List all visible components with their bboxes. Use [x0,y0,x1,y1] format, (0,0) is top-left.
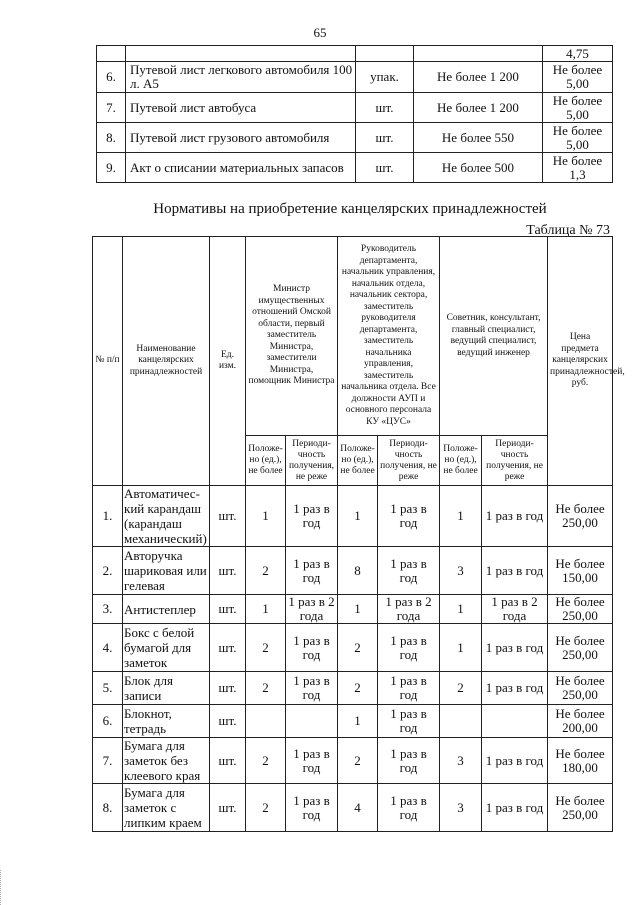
scan-edge-mark [0,870,3,905]
quantity-specialists: 3 [440,784,482,832]
price: Не более 5,00 [543,93,613,123]
item-name: Путевой лист автобуса [126,93,356,123]
table-row [93,784,613,832]
period-minister: 1 раз в 2 года [286,595,338,624]
subheader-period: Периоди-чность получения, не реже [378,436,440,486]
period-heads: 1 раз в год [378,624,440,672]
price: Не более 5,00 [543,123,613,153]
quantity: Не более 1 200 [414,93,543,123]
price: 4,75 [543,46,613,62]
period-heads: 1 раз в год [378,705,440,738]
item-name: Авторучка шариковая или гелевая [123,547,210,595]
quantity-minister [246,705,286,738]
table-row [97,62,613,93]
unit: шт. [210,784,246,832]
table-row [97,46,613,62]
row-number: 9. [97,153,126,183]
unit: шт. [210,486,246,547]
price: Не более 1,3 [543,153,613,183]
unit: шт. [210,738,246,784]
header-number: № п/п [93,237,123,486]
table-row [97,153,613,183]
header-unit: Ед. изм. [210,237,246,486]
item-name: Блокнот, тетрадь [123,705,210,738]
period-specialists: 1 раз в год [482,672,548,705]
header-row [93,237,613,436]
unit: упак. [356,62,414,93]
quantity-minister: 2 [246,784,286,832]
item-name: Бумага для заметок без клеевого края [123,738,210,784]
item-name: Путевой лист грузового автомобиля [126,123,356,153]
table-row [93,738,613,784]
period-heads: 1 раз в год [378,486,440,547]
quantity-specialists: 1 [440,624,482,672]
quantity [414,46,543,62]
row-number: 7. [93,738,123,784]
unit: шт. [356,123,414,153]
period-specialists [482,705,548,738]
quantity-minister: 2 [246,672,286,705]
price: Не более 180,00 [548,738,613,784]
quantity-heads: 2 [338,738,378,784]
period-specialists: 1 раз в год [482,547,548,595]
table-row [93,486,613,547]
quantity: Не более 1 200 [414,62,543,93]
price: Не более 250,00 [548,486,613,547]
quantity-minister: 2 [246,738,286,784]
row-number: 8. [93,784,123,832]
quantity-minister: 1 [246,595,286,624]
period-minister: 1 раз в год [286,672,338,705]
unit: шт. [210,705,246,738]
header-name: Наименование канцелярских принадлежностей [123,237,210,486]
unit: шт. [210,595,246,624]
period-minister: 1 раз в год [286,547,338,595]
table-row [97,123,613,153]
item-name: Антистеплер [123,595,210,624]
period-specialists: 1 раз в год [482,738,548,784]
unit: шт. [356,153,414,183]
quantity-minister: 2 [246,547,286,595]
subheader-period: Периоди-чность получения, не реже [286,436,338,486]
price: Не более 250,00 [548,784,613,832]
row-number: 4. [93,624,123,672]
quantity-heads: 2 [338,624,378,672]
period-heads: 1 раз в год [378,784,440,832]
quantity-heads: 8 [338,547,378,595]
header-group-specialists: Советник, консультант, главный специалист, ведущий специалист, ведущий инженер [440,237,548,436]
period-heads: 1 раз в 2 года [378,595,440,624]
price: Не более 250,00 [548,672,613,705]
period-heads: 1 раз в год [378,738,440,784]
table-row [97,93,613,123]
unit: шт. [210,624,246,672]
quantity-heads: 1 [338,705,378,738]
unit: шт. [356,93,414,123]
period-specialists: 1 раз в год [482,624,548,672]
header-price: Цена предмета канцелярских принадлежностей, руб. [548,237,613,486]
page-number: 65 [313,25,327,40]
item-name: Бумага для заметок с липким краем [123,784,210,832]
item-name: Путевой лист легкового автомобиля 100 л. А5 [126,62,356,93]
quantity-specialists [440,705,482,738]
unit: шт. [210,547,246,595]
subheader-period: Периоди-чность получения, не реже [482,436,548,486]
item-name: Блок для записи [123,672,210,705]
quantity: Не более 500 [414,153,543,183]
period-specialists: 1 раз в год [482,486,548,547]
quantity-specialists: 3 [440,738,482,784]
unit: шт. [210,672,246,705]
table-row [93,547,613,595]
section-title: Нормативы на приобретение канцелярских принадлежностей [153,201,547,217]
item-name: Автоматичес-кий карандаш (карандаш механический) [123,486,210,547]
table-row [93,595,613,624]
header-group-minister: Министр имущественных отношений Омской области, первый заместитель Министра, заместители Министра, помощник Министра [246,237,338,436]
row-number: 6. [97,62,126,93]
period-minister: 1 раз в год [286,486,338,547]
travel-documents-table [96,45,613,183]
row-number: 8. [97,123,126,153]
period-specialists: 1 раз в год [482,784,548,832]
period-heads: 1 раз в год [378,672,440,705]
item-name: Бокс с белой бумагой для заметок [123,624,210,672]
row-number: 5. [93,672,123,705]
quantity: Не более 550 [414,123,543,153]
quantity-minister: 1 [246,486,286,547]
price: Не более 5,00 [543,62,613,93]
period-heads: 1 раз в год [378,547,440,595]
table-row [93,624,613,672]
quantity-heads: 4 [338,784,378,832]
unit [356,46,414,62]
period-minister: 1 раз в год [286,784,338,832]
quantity-heads: 1 [338,595,378,624]
row-number: 2. [93,547,123,595]
price: Не более 250,00 [548,624,613,672]
period-minister [286,705,338,738]
stationery-norms-table [92,236,625,832]
row-number: 6. [93,705,123,738]
quantity-specialists: 3 [440,547,482,595]
subheader-quantity: Положе-но (ед.), не более [440,436,482,486]
period-specialists: 1 раз в 2 года [482,595,548,624]
period-minister: 1 раз в год [286,624,338,672]
row-number: 1. [93,486,123,547]
quantity-specialists: 1 [440,486,482,547]
header-group-heads: Руководитель департамента, начальник управления, начальник отдела, начальник сектора, заместитель руководителя департамента, заместитель начальника управления, заместитель начальника отдела. Все должности АУП и основного персонала КУ «ЦУС» [338,237,440,436]
quantity-heads: 2 [338,672,378,705]
table-number: Таблица № 73 [526,223,610,238]
item-name: Акт о списании материальных запасов [126,153,356,183]
quantity-specialists: 1 [440,595,482,624]
row-number: 3. [93,595,123,624]
quantity-specialists: 2 [440,672,482,705]
price: Не более 150,00 [548,547,613,595]
item-name [126,46,356,62]
price: Не более 250,00 [548,595,613,624]
subheader-quantity: Положе-но (ед.), не более [338,436,378,486]
period-minister: 1 раз в год [286,738,338,784]
quantity-minister: 2 [246,624,286,672]
row-number [97,46,126,62]
price: Не более 200,00 [548,705,613,738]
subheader-quantity: Положе-но (ед.), не более [246,436,286,486]
table-row [93,672,613,705]
row-number: 7. [97,93,126,123]
quantity-heads: 1 [338,486,378,547]
table-row [93,705,613,738]
